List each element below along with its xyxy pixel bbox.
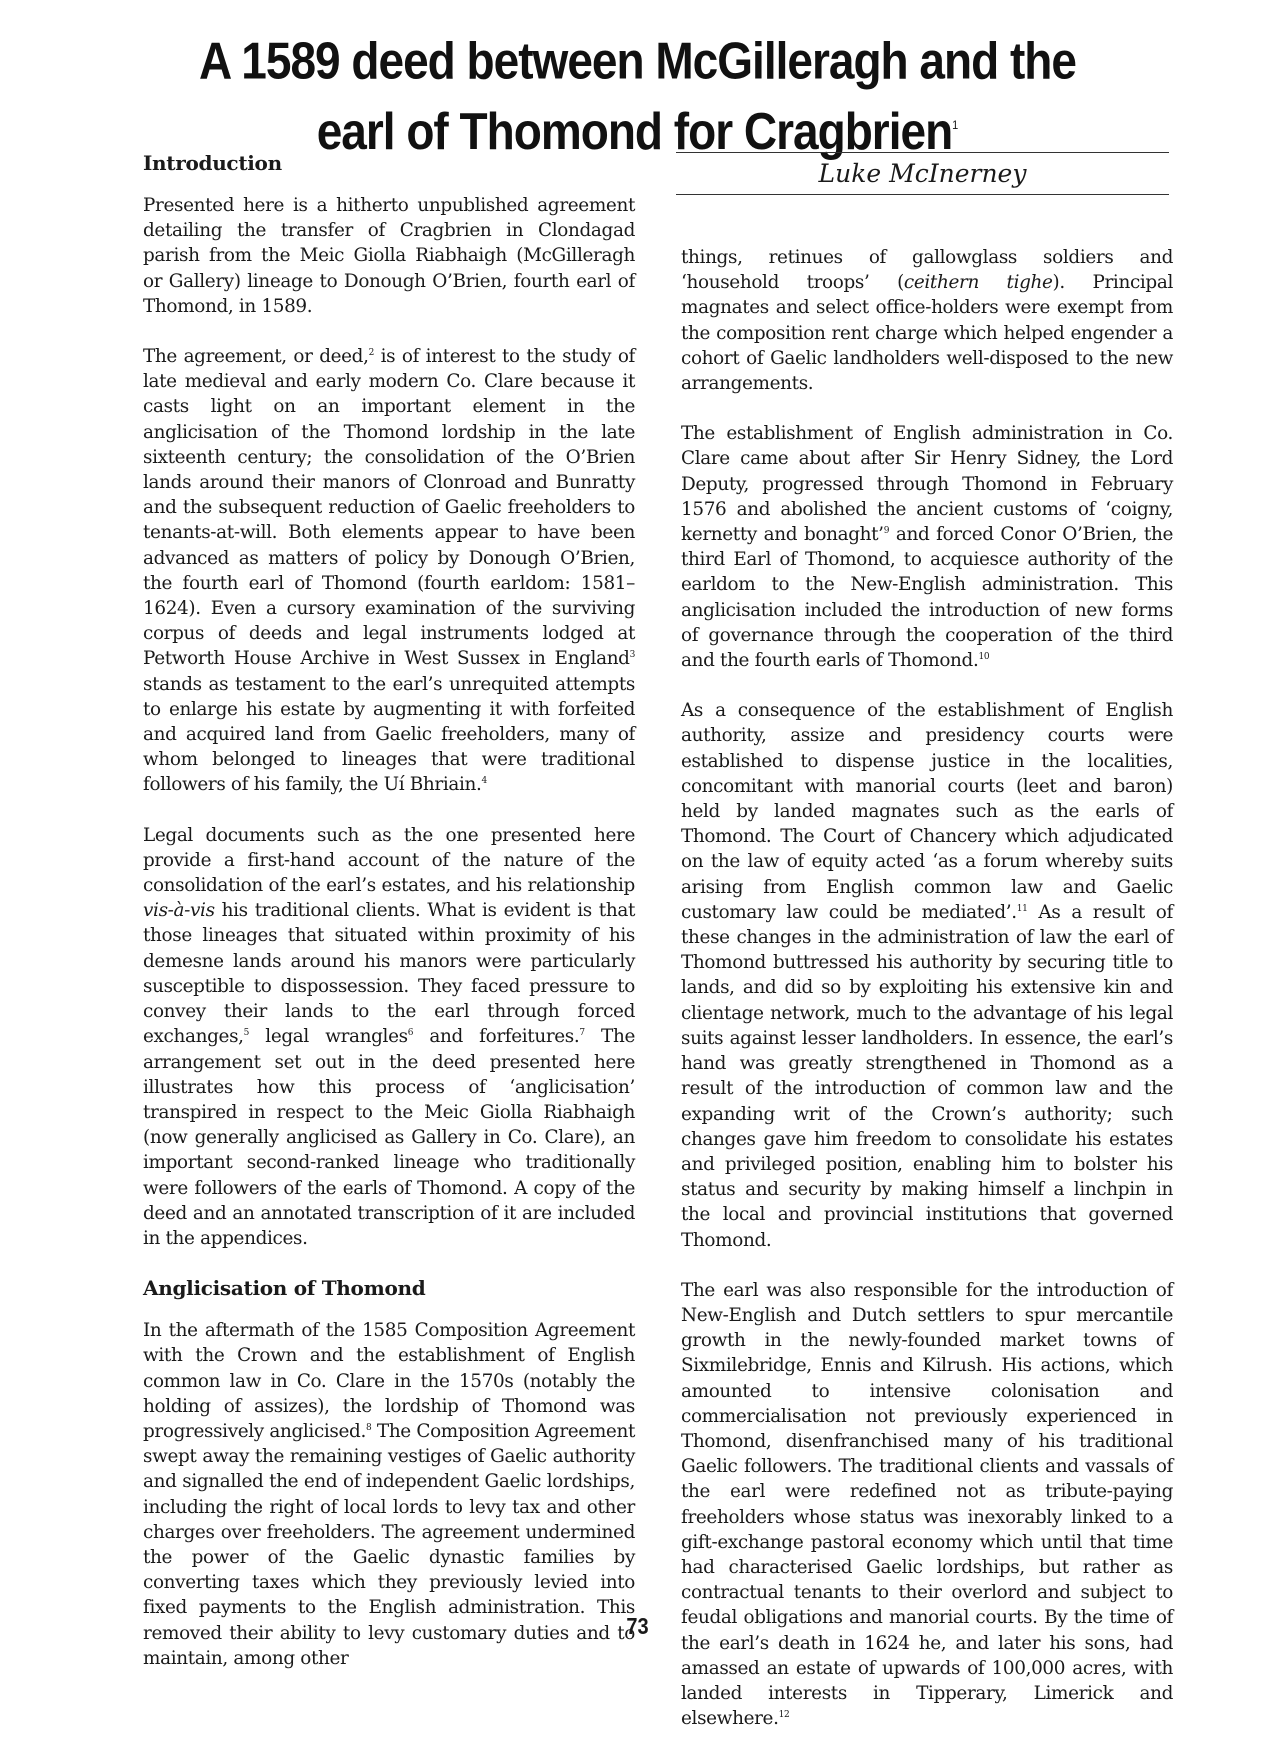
paragraph: things, retinues of gallowglass soldiers and ‘household troops’ (ceithern tighe). Principal magnates and select office-holders were exempt from the composition rent charge which helped engender a cohort of Gaelic landholders well-disposed to the new arrangements. — [681, 247, 1173, 395]
article-title — [150, 28, 1125, 164]
footnote-ref[interactable]: 4 — [481, 776, 487, 787]
footnote-ref[interactable]: 5 — [243, 1028, 250, 1039]
paragraph: Presented here is a hitherto unpublished agreement detailing the transfer of Cragbrien in Clondagad parish from the Meic Giolla Riabhaigh (McGilleragh or Gallery) lineage to Donough O’Brien, fourth earl of Thomond, in 1589. — [143, 195, 635, 317]
footnote-ref[interactable]: 11 — [1016, 903, 1028, 914]
footnote-ref[interactable]: 8 — [365, 1422, 372, 1433]
footnote-ref[interactable]: 12 — [778, 1710, 790, 1721]
author-name: Luke McInerney — [818, 159, 1027, 188]
section-heading-introduction: Introduction — [143, 151, 282, 175]
section-heading-anglicisation: Anglicisation of Thomond — [143, 1276, 426, 1301]
footnote-ref[interactable]: 1 — [952, 118, 959, 133]
paragraph: The earl was also responsible for the introduction of New-English and Dutch settlers to spur mercantile growth in the newly-founded market towns of Sixmilebridge, Ennis and Kilrush. His actions, which amounted to intensive colonisation and commercialisation not previously experienced in Thomond, disenfranchised many of his traditional Gaelic followers. The traditional clients and vassals of the earl were redefined not as tribute-paying freeholders whose status was inexorably linked to a gift-exchange pastoral economy which until that time had characterised Gaelic lordships, but rather as contractual tenants to their overlord and subject to feudal obligations and manorial courts. By the time of the earl’s death in 1624 he, and later his sons, had amassed an estate of upwards of 100,000 acres, with landed interests in Tipperary, Limerick and elsewhere.$^{12}$ — [681, 1279, 1173, 1730]
page-number: 73 — [626, 1614, 649, 1640]
paragraph: In the aftermath of the 1585 Composition Agreement with the Crown and the establishment of English common law in Co. Clare in the 1570s (notably the holding of assizes), the lordship of Thomond was progressively anglicised.$^8$ The Composition Agreement swept away the remaining vestiges of Gaelic authority and signalled the end of independent Gaelic lordships, including the right of local lords to levy tax and other charges over freeholders. The agreement undermined the power of the Gaelic dynastic families by converting taxes which they previously levied into fixed payments to the English administration. This removed their ability to levy customary duties and to maintain, among other — [143, 1320, 635, 1669]
title-line-1: A 1589 deed between McGilleragh and the — [198, 31, 1076, 90]
footnote-ref[interactable]: 7 — [579, 1028, 585, 1039]
paragraph: The agreement, or deed,$^2$ is of interest to the study of late medieval and early modern Co. Clare because it casts light on an important element in the anglicisation of the Thomond lordship in the late sixteenth century; the consolidation of the O’Brien lands around their manors of Clonroad and Bunratty and the subsequent reduction of Gaelic freeholders to tenants-at-will. Both elements appear to have been advanced as matters of policy by Donough O’Brien, the fourth earl of Thomond (fourth earldom: 1581–1624). Even a cursory examination of the surviving corpus of deeds and legal instruments lodged at Petworth House Archive in West Sussex in England$^3$ stands as testament to the earl’s unrequited attempts to enlarge his estate by augmenting it with forfeited and acquired land from Gaelic freeholders, many of whom belonged to lineages that were traditional followers of his family, the Uí Bhriain.$^4$ — [143, 346, 635, 796]
footnote-ref[interactable]: 6 — [407, 1028, 414, 1039]
author-byline — [676, 152, 1169, 195]
paragraph: As a consequence of the establishment of English authority, assize and presidency courts were established to dispense justice in the localities, concomitant with manorial courts (leet and baron) held by landed magnates such as the earls of Thomond. The Court of Chancery which adjudicated on the law of equity acted ‘as a forum whereby suits arising from English common law and Gaelic customary law could be mediated’.$^{11}$ As a result of these changes in the administration of law the earl of Thomond buttressed his authority by securing title to lands, and did so by exploiting his extensive kin and clientage network, much to the advantage of his legal suits against lesser landholders. In essence, the earl’s hand was greatly strengthened in Thomond as a result of the introduction of common law and the expanding writ of the Crown’s authority; such changes gave him freedom to consolidate his estates and privileged position, enabling him to bolster his status and security by making himself a linchpin in the local and provincial institutions that governed Thomond. — [681, 700, 1173, 1251]
paragraph: Legal documents such as the one presented here provide a first-hand account of the nature of the consolidation of the earl’s estates, and his relationship vis-à-vis his traditional clients. What is evident is that those lineages that situated within proximity of his demesne lands around his manors were particularly susceptible to dispossession. They faced pressure to convey their lands to the earl through forced exchanges,$^5$ legal wrangles$^6$ and forfeitures.$^7$ The arrangement set out in the deed presented here illustrates how this process of ‘anglicisation’ transpired in respect to the Meic Giolla Riabhaigh (now generally anglicised as Gallery in Co. Clare), an important second-ranked lineage who traditionally were followers of the earls of Thomond. A copy of the deed and an annotated transcription of it are included in the appendices. — [143, 824, 635, 1249]
right-column — [681, 245, 1173, 1756]
footnote-ref[interactable]: 9 — [883, 526, 890, 537]
left-column — [143, 151, 635, 1696]
title-line-2: earl of Thomond for Cragbrien$^1$ — [316, 101, 959, 161]
footnote-ref[interactable]: 2 — [368, 348, 374, 359]
footnote-ref[interactable]: 10 — [978, 652, 990, 663]
footnote-ref[interactable]: 3 — [629, 650, 635, 661]
paragraph: The establishment of English administration in Co. Clare came about after Sir Henry Sidney, the Lord Deputy, progressed through Thomond in February 1576 and abolished the ancient customs of ‘coigny, kernetty and bonaght’$^9$ and forced Conor O’Brien, the third Earl of Thomond, to acquiesce authority of the earldom to the New-English administration. This anglicisation included the introduction of new forms of governance through the cooperation of the third and the fourth earls of Thomond.$^{10}$ — [681, 423, 1173, 672]
